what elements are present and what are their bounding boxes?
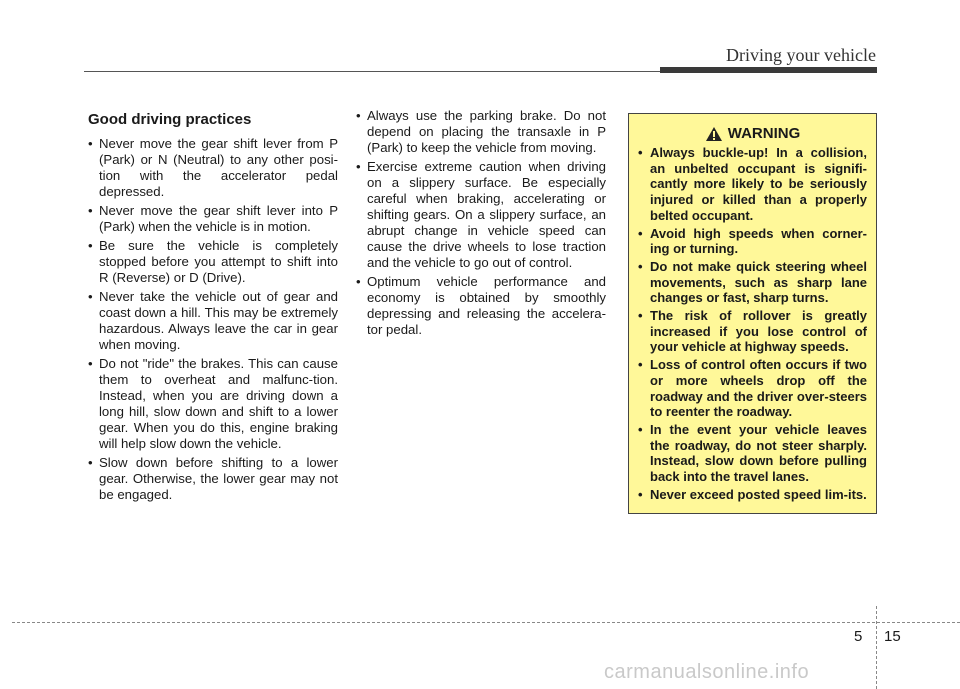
middle-column — [356, 108, 606, 341]
section-title: Driving your vehicle — [726, 45, 876, 65]
list-item: • Never move the gear shift lever from P (Park) or N (Neutral) to any other posi-tion with the accelerator pedal depressed. — [88, 136, 338, 200]
list-item: • Do not "ride" the brakes. This can cause them to overheat and malfunc-tion. Instead, when you are driving down a long hill, slow down and shift to a lower gear. When you do this, engine braking will help slow down the vehicle. — [88, 356, 338, 452]
page-number: 15 — [884, 628, 901, 645]
footer-rule — [12, 622, 960, 623]
list-item: • Never exceed posted speed lim-its. — [638, 487, 867, 503]
list-item: • Always buckle-up! In a collision, an unbelted occupant is signifi-cantly more likely to be seriously injured or killed than a properly belted occupant. — [638, 145, 867, 224]
watermark: carmanualsonline.info — [604, 661, 810, 683]
list-item: • Optimum vehicle performance and economy is obtained by smoothly depressing and releasing the accelera-tor pedal. — [356, 274, 606, 338]
list-item: • Always use the parking brake. Do not depend on placing the transaxle in P (Park) to keep the vehicle from moving. — [356, 108, 606, 156]
warning-title: WARNING — [727, 125, 801, 142]
chapter-number: 5 — [854, 628, 863, 645]
driving-practices-list-continued — [356, 108, 606, 338]
list-item: • Be sure the vehicle is completely stopped before you attempt to shift into R (Reverse) or D (Drive). — [88, 238, 338, 286]
list-item: • Avoid high speeds when corner-ing or turning. — [638, 226, 867, 257]
list-item: • Do not make quick steering wheel movements, such as sharp lane changes or fast, sharp turns. — [638, 259, 867, 306]
list-item: • Slow down before shifting to a lower gear. Otherwise, the lower gear may not be engaged. — [88, 455, 338, 503]
list-item: • Loss of control often occurs if two or more wheels drop off the roadway and the driver over-steers to reenter the roadway. — [638, 357, 867, 420]
list-item: • Never move the gear shift lever into P (Park) when the vehicle is in motion. — [88, 203, 338, 235]
warning-box — [628, 113, 877, 514]
section-heading: Good driving practices — [88, 111, 252, 128]
left-column — [88, 112, 338, 506]
warning-triangle-icon — [705, 126, 723, 142]
list-item: • In the event your vehicle leaves the roadway, do not steer sharply. Instead, slow down before pulling back into the travel lanes. — [638, 422, 867, 485]
header-rule-accent — [660, 67, 877, 73]
footer-divider — [876, 606, 877, 689]
warning-list — [638, 145, 867, 502]
list-item: • The risk of rollover is greatly increased if you lose control of your vehicle at highway speeds. — [638, 308, 867, 355]
list-item: • Never take the vehicle out of gear and coast down a hill. This may be extremely hazardous. Always leave the car in gear when moving. — [88, 289, 338, 353]
warning-header — [638, 125, 867, 142]
driving-practices-list — [88, 136, 338, 503]
list-item: • Exercise extreme caution when driving on a slippery surface. Be especially careful when braking, accelerating or shifting gears. On a slippery surface, an abrupt change in vehicle speed can cause the drive wheels to lose traction and the vehicle to go out of control. — [356, 159, 606, 271]
